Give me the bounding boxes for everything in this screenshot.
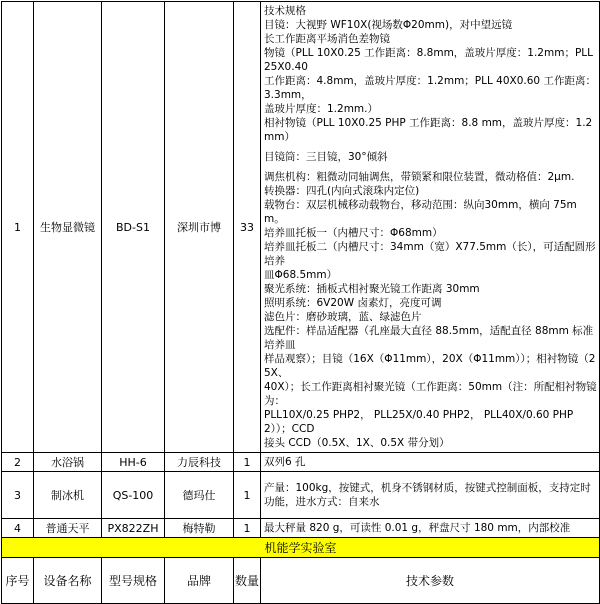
spec-line: 长工作距离平场消色差物镜 — [264, 33, 390, 45]
seq-cell: 2 — [2, 453, 34, 472]
name-cell: 制冰机 — [34, 472, 102, 519]
brand-cell: 梅特勒 — [165, 519, 234, 538]
qty-cell: 1 — [234, 472, 261, 519]
table-row — [2, 2, 600, 453]
spec-line: 盖玻片厚度：1.2mm.） — [264, 103, 378, 115]
spec-line: 转换器：四孔(内向式滚珠内定位) — [264, 185, 420, 197]
model-cell: QS-100 — [102, 472, 165, 519]
table-row — [2, 519, 600, 538]
spec-line: 相衬物镜（PLL 10X0.25 PHP 工作距离：8.8 mm，盖玻片厚度：1.2mm） — [264, 117, 593, 143]
model-cell: HH-6 — [102, 453, 165, 472]
spec-line: 工作距离：4.8mm，盖玻片厚度：1.2mm；PLL 40X0.60 工作距离：3.3mm， — [264, 75, 596, 101]
model-cell: BD-S1 — [102, 2, 165, 453]
spec-line: 40X）；长工作距离相衬聚光镜（工作距离：50mm（注：所配相衬物镜为： — [264, 381, 597, 407]
table-row — [2, 453, 600, 472]
header-model: 型号规格 — [102, 558, 165, 604]
spec-line: 照明系统：6V20W 卤素灯，亮度可调 — [264, 297, 442, 309]
spec-line: 培养皿托板一（内槽尺寸：Φ68mm） — [264, 227, 443, 239]
qty-cell: 1 — [234, 519, 261, 538]
section-row — [2, 538, 600, 558]
header-seq: 序号 — [2, 558, 34, 604]
name-cell: 生物显微镜 — [34, 2, 102, 453]
spec-line: 目镜筒：三目镜，30°倾斜 — [264, 151, 388, 163]
qty-cell: 1 — [234, 453, 261, 472]
brand-cell: 深圳市博 — [165, 2, 234, 453]
spec-line: 载物台：双层机械移动载物台，移动范围：纵向30mm，横向 75mm。 — [264, 199, 577, 225]
seq-cell: 4 — [2, 519, 34, 538]
table-row — [2, 472, 600, 519]
equipment-table — [1, 1, 600, 604]
seq-cell: 3 — [2, 472, 34, 519]
name-cell: 水浴锅 — [34, 453, 102, 472]
spec-line: 目镜：大视野 WF10X(视场数Φ20mm)，对中望远镜 — [264, 19, 513, 31]
header-spec: 技术参数 — [261, 558, 600, 604]
spec-line: 样品观察）；目镜（16X（Φ11mm），20X（Φ11mm））；相衬物镜（25X、 — [264, 353, 596, 379]
spec-line: 滤色片：磨砂玻璃，蓝、绿滤色片 — [264, 311, 422, 323]
spec-cell: 产量：100kg，按键式，机身不锈钢材质，按键式控制面板，支持定时功能，进水方式：自来水 — [261, 472, 600, 519]
spec-line: PLL10X/0.25 PHP2， PLL25X/0.40 PHP2， PLL40X/0.60 PHP2））；CCD — [264, 409, 574, 435]
section-title: 机能学实验室 — [2, 538, 600, 558]
header-row — [2, 558, 600, 604]
spec-cell: 最大秤量 820 g，可读性 0.01 g，秤盘尺寸 180 mm，内部校准 — [261, 519, 600, 538]
brand-cell: 德玛仕 — [165, 472, 234, 519]
qty-cell: 33 — [234, 2, 261, 453]
spec-line: 皿Φ68.5mm） — [264, 269, 338, 281]
name-cell: 普通天平 — [34, 519, 102, 538]
spec-line: 培养皿托板二（内槽尺寸：34mm（宽）X77.5mm（长），可适配圆形培养 — [264, 241, 596, 267]
spec-line: 选配件：样品适配器（孔座最大直径 88.5mm，适配直径 88mm 标准培养皿 — [264, 325, 594, 351]
seq-cell: 1 — [2, 2, 34, 453]
spec-cell: 双列6 孔 — [261, 453, 600, 472]
header-brand: 品牌 — [165, 558, 234, 604]
spec-line: 调焦机构：粗微动同轴调焦，带锁紧和限位装置，微动格值：2μm. — [264, 171, 575, 183]
brand-cell: 力辰科技 — [165, 453, 234, 472]
spec-line: 接头 CCD（0.5X、1X、0.5X 带分划） — [264, 437, 450, 449]
header-qty: 数量 — [234, 558, 261, 604]
spec-line: 聚光系统：插板式相衬聚光镜工作距离 30mm — [264, 283, 480, 295]
header-name: 设备名称 — [34, 558, 102, 604]
spec-line: 技术规格 — [264, 5, 306, 17]
spec-cell — [261, 2, 600, 453]
spec-line: 物镜（PLL 10X0.25 工作距离：8.8mm，盖玻片厚度：1.2mm；PLL 25X0.40 — [264, 47, 593, 73]
model-cell: PX822ZH — [102, 519, 165, 538]
